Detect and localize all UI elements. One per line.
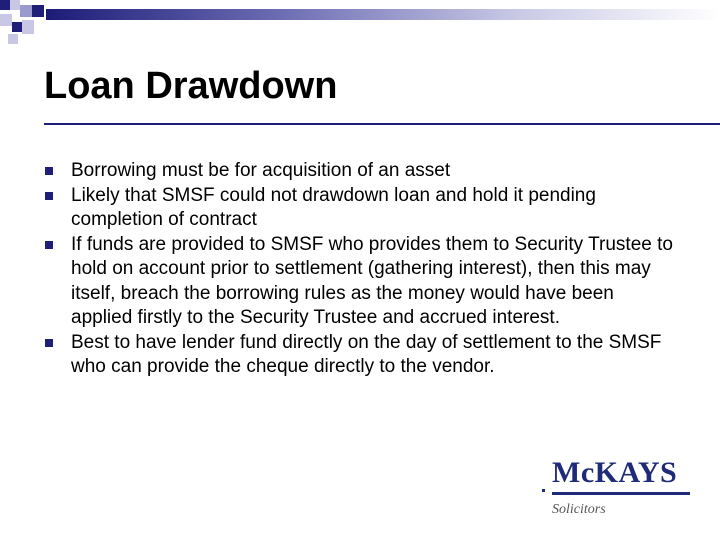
header-gradient-bar [46, 9, 720, 20]
logo-underline [552, 492, 690, 495]
bullet-text: Likely that SMSF could not drawdown loan and hold it pending completion of contract [71, 184, 596, 230]
square-bullet-icon [45, 167, 53, 175]
deco-square [0, 14, 12, 26]
bullet-item [45, 233, 675, 331]
deco-square [8, 34, 18, 44]
bullet-item [45, 331, 675, 380]
slide-title: Loan Drawdown [44, 65, 338, 107]
deco-square [0, 0, 10, 10]
header-decoration [0, 0, 720, 50]
bullet-text: If funds are provided to SMSF who provides them to Security Trustee to hold on account prior to settlement (gathering interest), then this may itself, breach the borrowing rules as the money would have been applied firstly to the Security Trustee and accrued interest. [71, 233, 673, 328]
logo-name: McKAYS [552, 456, 678, 489]
bullet-text: Best to have lender fund directly on the day of settlement to the SMSF who can provide the cheque directly to the vendor. [71, 331, 662, 377]
square-bullet-icon [45, 241, 53, 249]
deco-square [32, 5, 44, 17]
bullet-item [45, 159, 675, 184]
square-bullet-icon [45, 192, 53, 200]
title-underline [44, 123, 720, 125]
bullet-list [45, 159, 675, 380]
bullet-text: Borrowing must be for acquisition of an asset [71, 160, 451, 181]
deco-square [12, 22, 22, 32]
bullet-item [45, 184, 675, 233]
square-bullet-icon [45, 339, 53, 347]
deco-square [20, 5, 32, 17]
mckays-logo [540, 456, 700, 522]
deco-square [10, 0, 20, 10]
deco-square [22, 20, 34, 34]
logo-dot [542, 489, 545, 492]
logo-subtitle: Solicitors [552, 502, 606, 517]
